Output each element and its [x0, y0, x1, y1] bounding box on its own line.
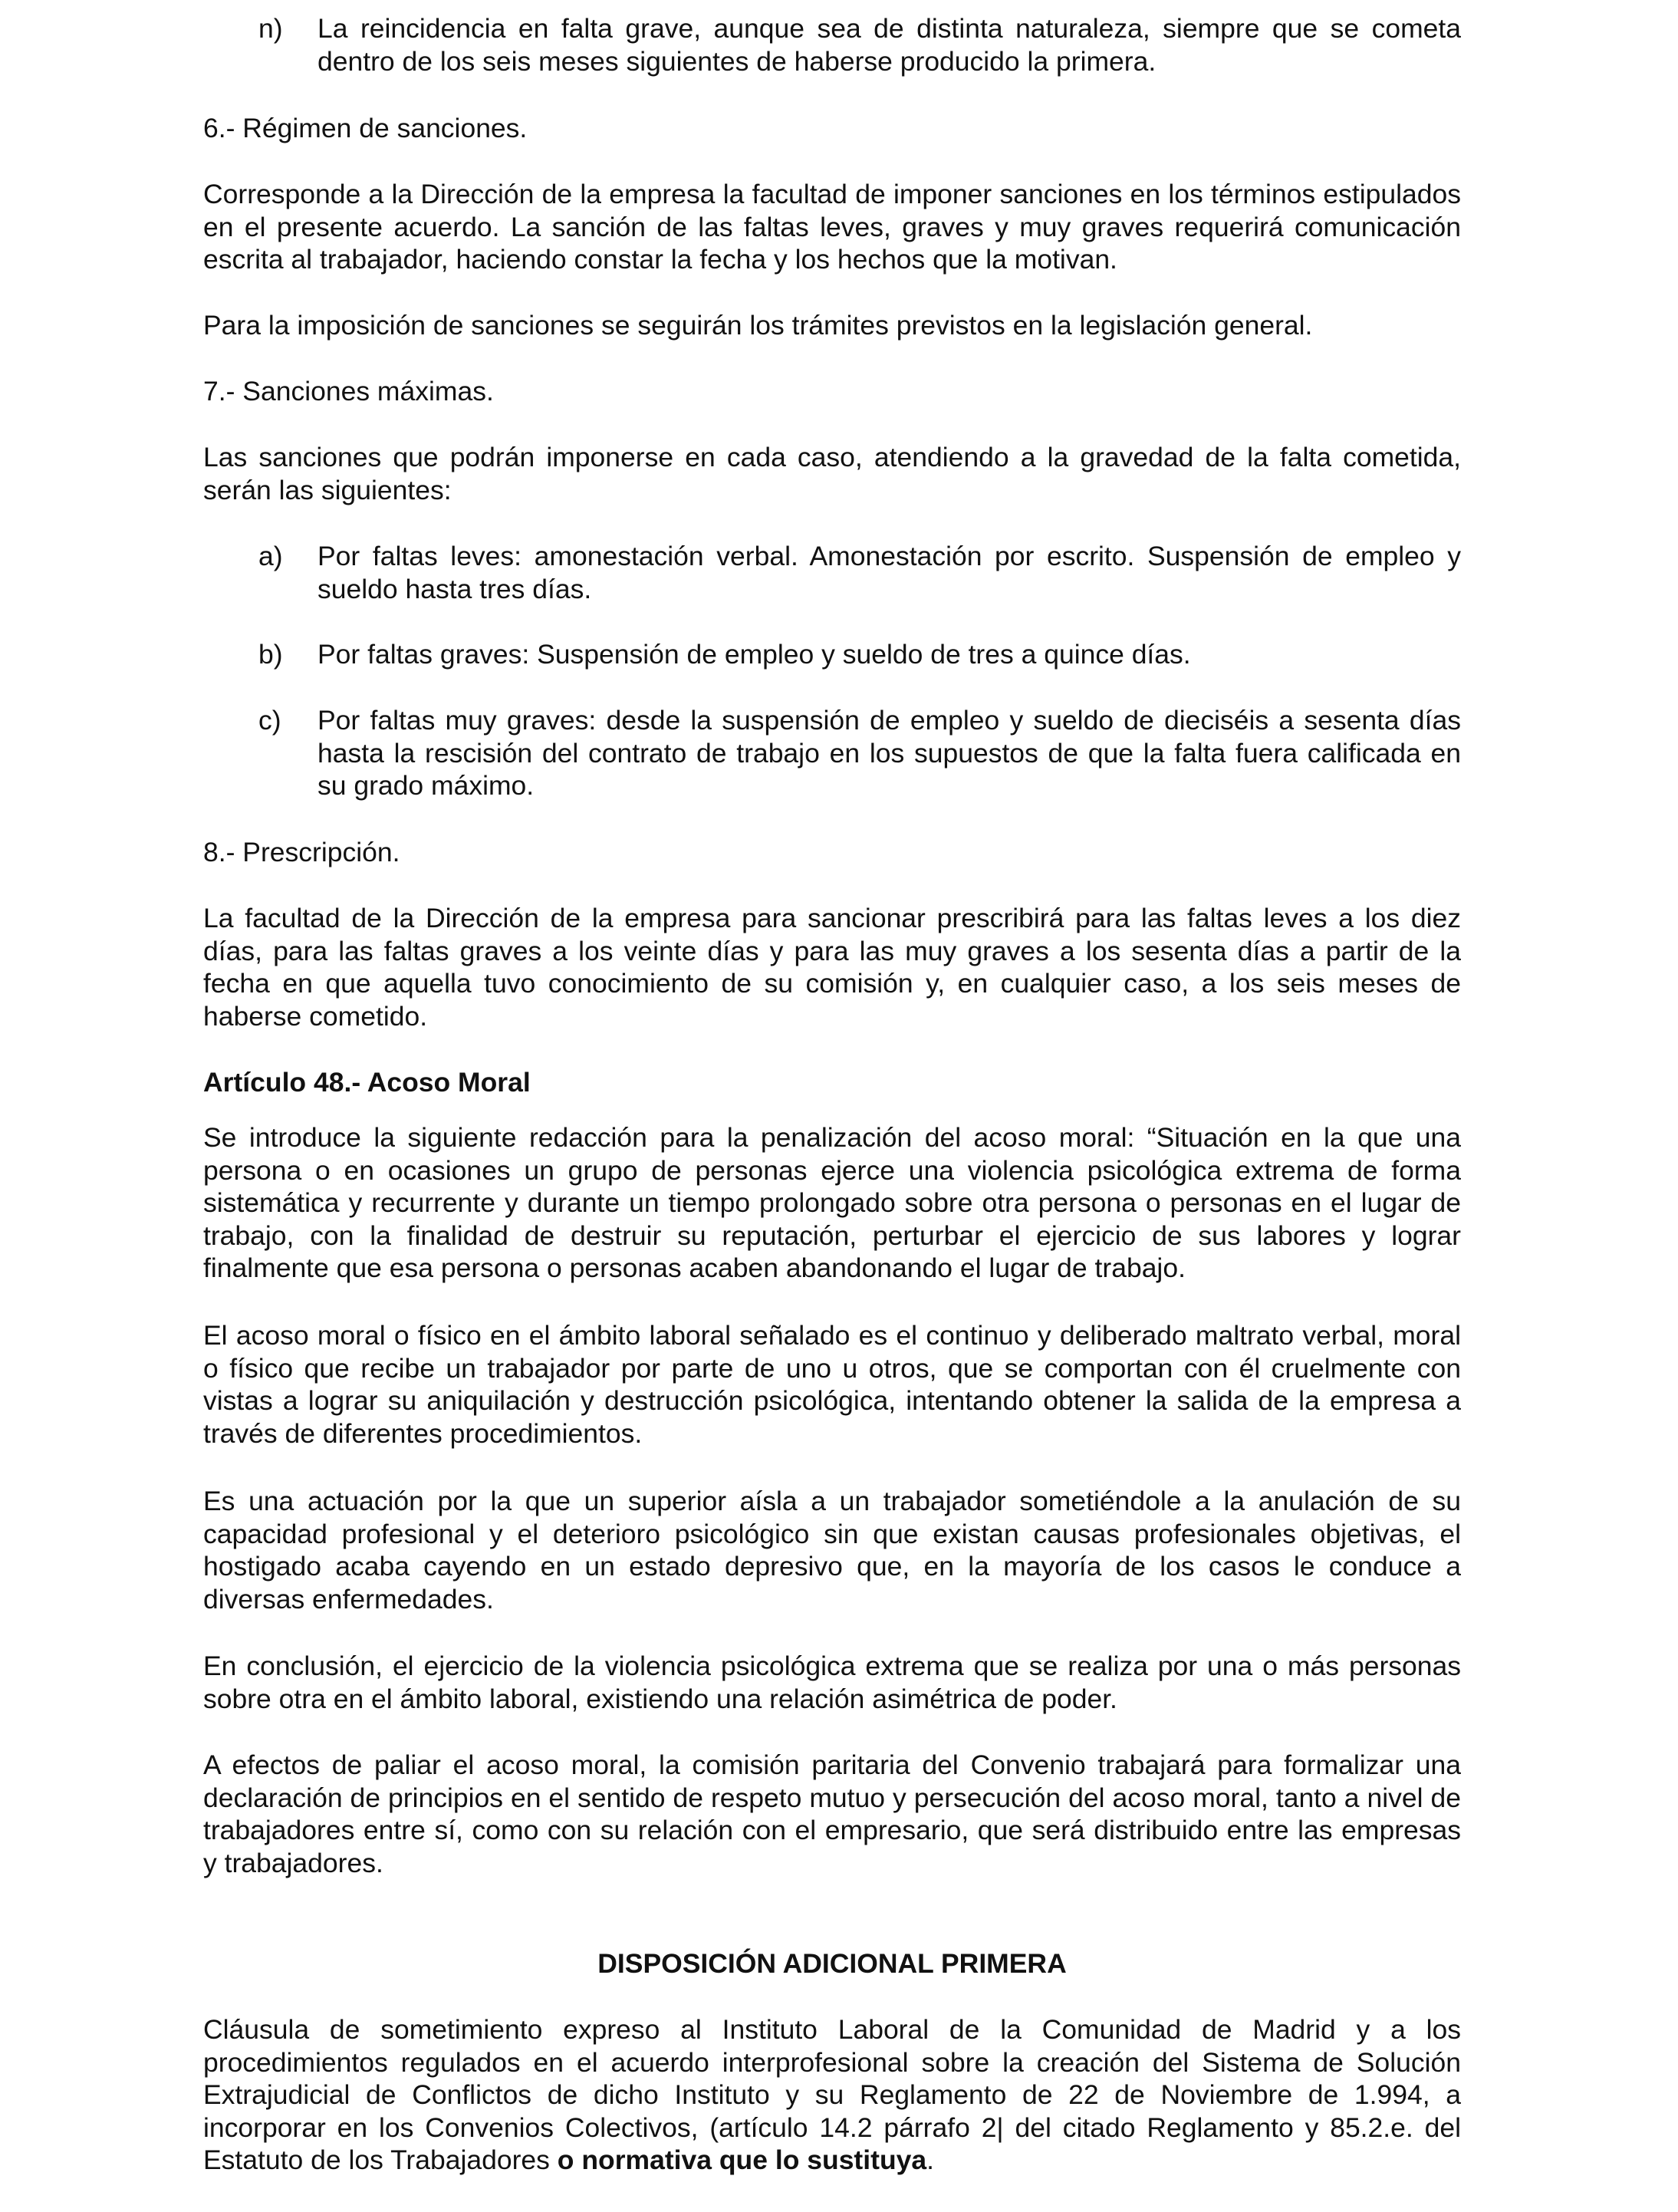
- article-48-paragraph-4: En conclusión, el ejercicio de la violencia psicológica extrema que se realiza por una o más personas sobre otra en el ámbito laboral, existiendo una relación asimétrica de poder.: [203, 1651, 1461, 1714]
- list-item-text: La reincidencia en falta grave, aunque sea de distinta naturaleza, siempre que se cometa dentro de los seis meses siguientes de haberse producido la primera.: [318, 13, 1461, 77]
- disposicion-text: Cláusula de sometimiento expreso al Instituto Laboral de la Comunidad de Madrid y a los procedimientos regulados en el acuerdo interprofesional sobre la creación del Sistema de Solución Extrajudicial de Conflictos de dicho Instituto y su Reglamento de 22 de Noviembre de 1.994, a incorporar en los Convenios Colectivos, (artículo 14.2 párrafo 2| del citado Reglamento y 85.2.e. del Estatuto de los Trabajadores: [203, 2014, 1461, 2175]
- disposicion-paragraph: [203, 2013, 1461, 2177]
- list-marker: b): [258, 639, 283, 670]
- section-7-intro: Las sanciones que podrán imponerse en cada caso, atendiendo a la gravedad de la falta cometida, serán las siguientes:: [203, 442, 1461, 505]
- list-item-text: Por faltas muy graves: desde la suspensión de empleo y sueldo de dieciséis a sesenta días hasta la rescisión del contrato de trabajo en los supuestos de que la falta fuera calificada en su grado máximo.: [318, 705, 1461, 801]
- section-6-heading: 6.- Régimen de sanciones.: [203, 113, 528, 143]
- section-6-paragraph-2: Para la imposición de sanciones se seguirán los trámites previstos en la legislación general.: [203, 310, 1313, 341]
- article-48-paragraph-3: Es una actuación por la que un superior aísla a un trabajador sometiéndole a la anulación de su capacidad profesional y el deterioro psicológico sin que existan causas profesionales objetivas, el hostigado acaba cayendo en un estado depresivo que, en la mayoría de los casos le conduce a diversas enfermedades.: [203, 1486, 1461, 1615]
- article-48-paragraph-5: A efectos de paliar el acoso moral, la comisión paritaria del Convenio trabajará para formalizar una declaración de principios en el sentido de respeto mutuo y persecución del acoso moral, tanto a nivel de trabajadores entre sí, como con su relación con el empresario, que será distribuido entre las empresas y trabajadores.: [203, 1750, 1461, 1878]
- section-7-heading: 7.- Sanciones máximas.: [203, 376, 494, 407]
- disposicion-end: .: [926, 2145, 934, 2175]
- article-48-heading: Artículo 48.- Acoso Moral: [203, 1067, 531, 1098]
- section-6-paragraph-1: Corresponde a la Dirección de la empresa la facultad de imponer sanciones en los términos estipulados en el presente acuerdo. La sanción de las faltas leves, graves y muy graves requerirá comunicación escrita al trabajador, haciendo constar la fecha y los hechos que la motivan.: [203, 179, 1461, 275]
- list-item-text: Por faltas leves: amonestación verbal. Amonestación por escrito. Suspensión de empleo y sueldo hasta tres días.: [318, 541, 1461, 604]
- section-8-paragraph: La facultad de la Dirección de la empresa para sancionar prescribirá para las faltas leves a los diez días, para las faltas graves a los veinte días y para las muy graves a los sesenta días a partir de la fecha en que aquella tuvo conocimiento de su comisión y, en cualquier caso, a los seis meses de haberse cometido.: [203, 903, 1461, 1032]
- list-marker: a): [258, 541, 283, 571]
- list-marker: c): [258, 705, 281, 736]
- disposicion-bold-text: o normativa que lo sustituya: [557, 2145, 927, 2175]
- disposicion-heading: DISPOSICIÓN ADICIONAL PRIMERA: [597, 1948, 1067, 1979]
- article-48-paragraph-2: El acoso moral o físico en el ámbito laboral señalado es el continuo y deliberado maltrato verbal, moral o físico que recibe un trabajador por parte de uno u otros, que se comportan con él cruelmente con vistas a lograr su aniquilación y destrucción psicológica, intentando obtener la salida de la empresa a través de diferentes procedimientos.: [203, 1320, 1461, 1449]
- section-8-heading: 8.- Prescripción.: [203, 837, 400, 867]
- list-item-text: Por faltas graves: Suspensión de empleo y sueldo de tres a quince días.: [318, 639, 1191, 670]
- article-48-paragraph-1: Se introduce la siguiente redacción para la penalización del acoso moral: “Situación en la que una persona o en ocasiones un grupo de personas ejerce una violencia psicológica extrema de forma sistemática y recurrente y durante un tiempo prolongado sobre otra persona o personas en el lugar de trabajo, con la finalidad de destruir su reputación, perturbar el ejercicio de sus labores y lograr finalmente que esa persona o personas acaben abandonando el lugar de trabajo.: [203, 1122, 1461, 1283]
- list-marker: n): [258, 13, 283, 44]
